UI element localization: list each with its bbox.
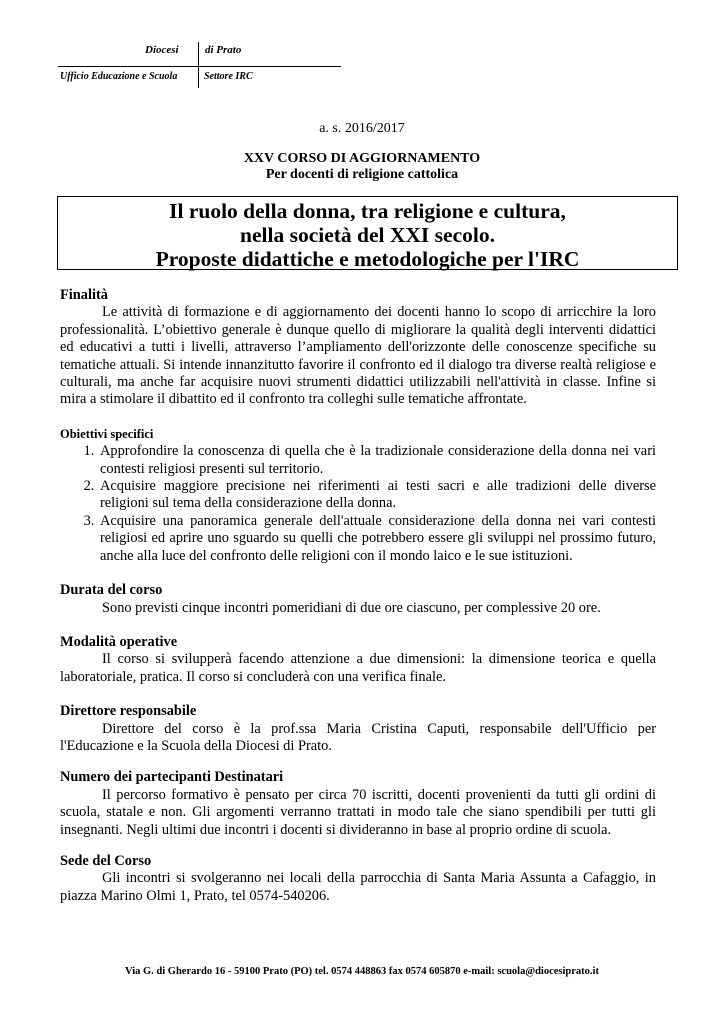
durata-heading: Durata del corso: [60, 582, 163, 599]
partecipanti-text: Il percorso formativo è pensato per circa 70 iscritti, docenti provenienti da tutti gli ordini di scuola, statale e non. Gli argomenti verranno trattati in modo tale che siano spendibili per tutti gli insegnanti. Negli ultimi due incontri i docenti si divideranno in base al proprio ordine di scuola.: [60, 786, 656, 838]
document-body: [60, 287, 656, 905]
letterhead-settore: Settore IRC: [204, 71, 253, 82]
durata-text: Sono previsti cinque incontri pomeridiani di due ore ciascuno, per complessive 20 ore.: [102, 599, 601, 616]
letterhead-di-prato: di Prato: [205, 44, 242, 56]
modalita-heading: Modalità operative: [60, 633, 178, 650]
obiettivi-list: [60, 443, 656, 565]
letterhead-vertical-rule: [198, 42, 199, 88]
title-line-1: Il ruolo della donna, tra religione e cultura,: [169, 199, 566, 223]
obiettivo-item: 1. Approfondire la conoscenza di quella che è la tradizionale considerazione della donna nei vari contesti religiosi presenti sul territorio.: [98, 443, 656, 478]
letterhead-horizontal-rule: [58, 66, 341, 67]
sede-text: Gli incontri si svolgeranno nei locali della parrocchia di Santa Maria Assunta a Cafaggio, in piazza Marino Olmi 1, Prato, tel 0574-540206.: [60, 870, 656, 904]
title-line-2: nella società del XXI secolo.: [240, 223, 495, 247]
obiettivi-heading: Obiettivi specifici: [60, 426, 154, 441]
course-title: XXV CORSO DI AGGIORNAMENTO: [243, 151, 481, 166]
partecipanti-heading: Numero dei partecipanti Destinatari: [60, 769, 284, 786]
finalita-heading: Finalità: [60, 287, 108, 303]
course-subtitle: Per docenti di religione cattolica: [265, 167, 459, 182]
title-box: [57, 196, 678, 270]
modalita-text: Il corso si svilupperà facendo attenzione a due dimensioni: la dimensione teorica e quella laboratoriale, pratica. Il corso si concluderà con una verifica finale.: [60, 651, 656, 685]
letterhead-diocesi: Diocesi: [145, 44, 179, 56]
direttore-text: Direttore del corso è la prof.ssa Maria Cristina Caputi, responsabile dell'Ufficio per l'Educazione e la Scuola della Diocesi di Prato.: [60, 720, 656, 754]
school-year: a. s. 2016/2017: [319, 121, 405, 136]
letterhead-ufficio: Ufficio Educazione e Scuola: [60, 71, 178, 82]
sede-heading: Sede del Corso: [60, 852, 152, 869]
footer-contacts: Via G. di Gherardo 16 - 59100 Prato (PO) tel. 0574 448863 fax 0574 605870 e-mail: scuola@diocesiprato.it: [125, 966, 599, 977]
title-line-3: Proposte didattiche e metodologiche per l'IRC: [155, 247, 580, 271]
direttore-heading: Direttore responsabile: [60, 703, 197, 720]
obiettivo-item: 3. Acquisire una panoramica generale dell'attuale considerazione della donna nei vari contesti religiosi ed aprire uno sguardo su quelli che potrebbero essere gli sviluppi nel prossimo futuro, anche alla luce del confronto delle religioni con il mondo laico e le sue istituzioni.: [98, 513, 656, 565]
finalita-text: Le attività di formazione e di aggiornamento dei docenti hanno lo scopo di arricchire la loro professionalità. L’obiettivo generale è dunque quello di migliorare la qualità degli interventi didattici ed educativi a tutti i livelli, attraverso l’ampliamento dell'orizzonte delle conoscenze specifiche su tematiche attuali. Si intende innanzitutto favorire il confronto ed il dialogo tra diverse realtà religiose e culturali, ma anche far acquisire nuovi strumenti didattici utilizzabili nell'attività in classe. Infine si mira a stimolare il dibattito ed il confronto tra colleghi sulle tematiche affrontate.: [60, 304, 656, 408]
obiettivo-item: 2. Acquisire maggiore precisione nei riferimenti ai testi sacri e alle tradizioni delle diverse religioni sul tema della considerazione della donna.: [98, 478, 656, 513]
